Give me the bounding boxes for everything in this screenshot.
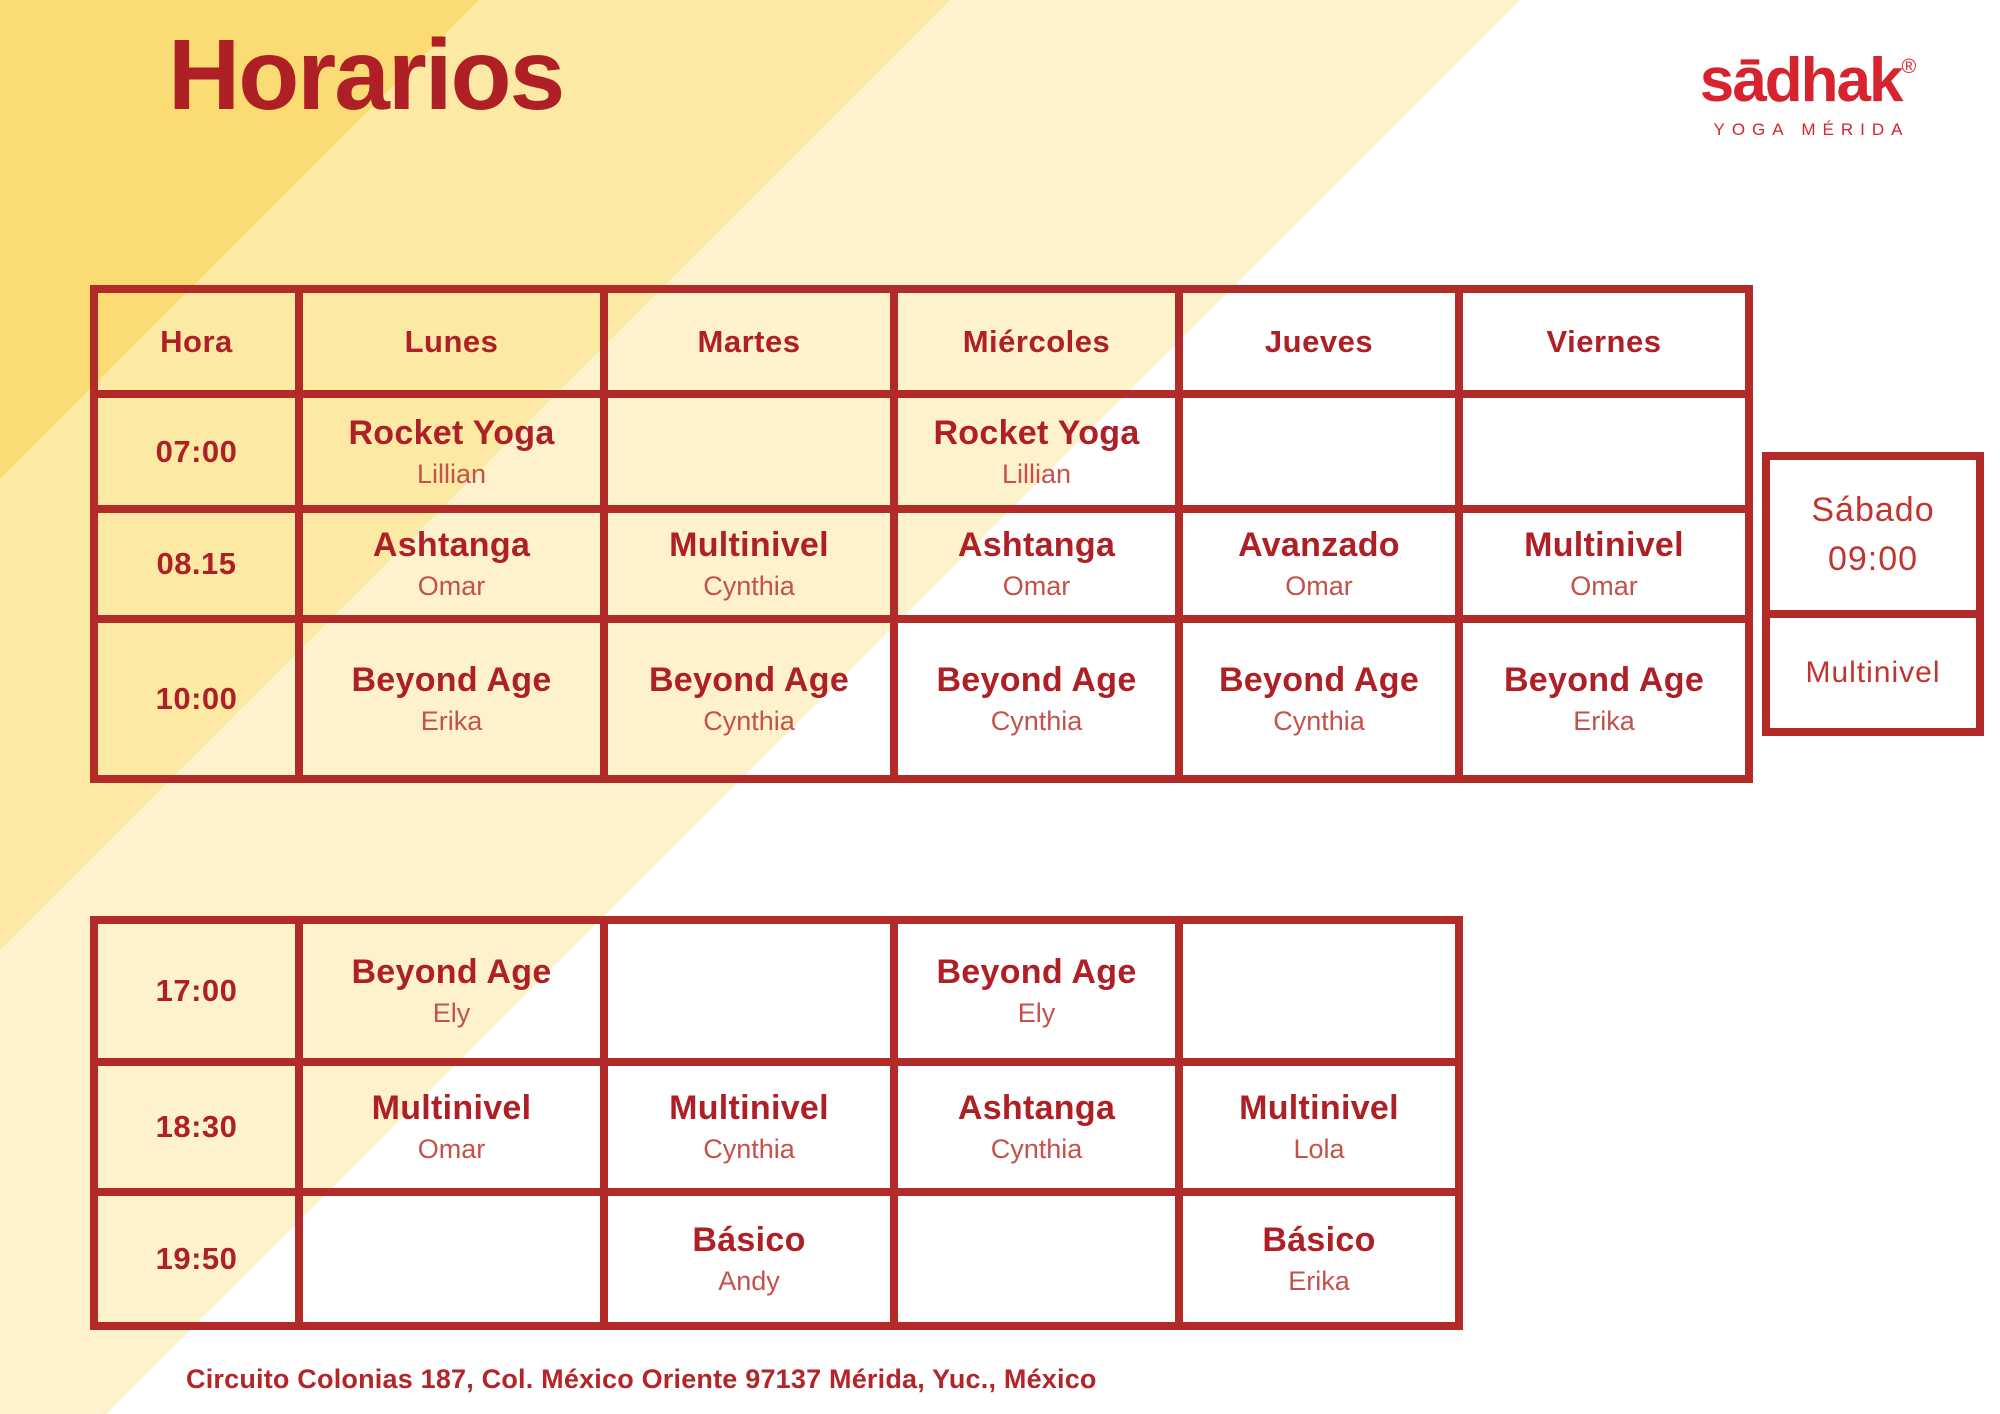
teacher-name: Cynthia [1273,706,1365,736]
table-row [94,920,1459,1062]
class-cell [299,394,604,509]
time-cell: 07:00 [94,394,299,509]
teacher-name: Omar [417,571,486,601]
time-cell: 17:00 [94,920,299,1062]
class-name: Beyond Age [1503,661,1705,699]
evening-schedule-table [90,916,1463,1330]
saturday-class-cell: Multinivel [1770,610,1976,728]
teacher-name: Cynthia [703,706,795,736]
teacher-name: Lillian [416,458,487,489]
class-cell [604,1062,894,1192]
class-name: Beyond Age [1218,661,1420,699]
class-name: Básico [692,1221,806,1259]
class-cell [894,1062,1179,1192]
table-row [94,509,1749,619]
class-name: Beyond Age [936,661,1137,699]
empty-cell [1179,394,1459,509]
empty-cell [1459,394,1749,509]
teacher-name: Cynthia [990,706,1083,736]
teacher-name: Lola [1293,1134,1345,1164]
day-header: Viernes [1459,289,1749,394]
class-name: Ashtanga [957,526,1116,564]
class-cell [299,920,604,1062]
empty-cell [604,394,894,509]
class-name: Multinivel [669,526,829,564]
saturday-header [1770,460,1976,610]
day-header: Martes [604,289,894,394]
teacher-name: Omar [1285,571,1353,601]
teacher-name: Andy [718,1266,780,1296]
class-name: Multinivel [371,1089,532,1127]
class-cell [894,619,1179,779]
class-name: Beyond Age [351,953,552,991]
teacher-name: Ely [432,998,471,1028]
saturday-day-label: Sábado [1811,490,1935,529]
class-name: Multinivel [1239,1089,1399,1127]
class-name: Multinivel [1524,526,1684,564]
brand-name: sādhak [1699,46,1902,115]
teacher-name: Erika [1573,706,1635,736]
page-title: Horarios [168,19,564,131]
saturday-time-label: 09:00 [1827,540,1919,578]
teacher-name: Cynthia [703,1134,795,1164]
class-cell [1179,1062,1459,1192]
class-cell [604,619,894,779]
empty-cell [894,1192,1179,1326]
class-cell [1459,509,1749,619]
class-name: Ashtanga [957,1089,1116,1127]
brand-wordmark [1668,46,1948,115]
header-row [94,289,1749,394]
time-cell: 19:50 [94,1192,299,1326]
brand-logo [1668,46,1948,140]
empty-cell [299,1192,604,1326]
teacher-name: Cynthia [990,1134,1083,1164]
class-cell [1179,1192,1459,1326]
day-header: Hora [94,289,299,394]
saturday-box [1762,452,1984,736]
class-name: Rocket Yoga [348,413,555,452]
class-cell [604,509,894,619]
day-header: Jueves [1179,289,1459,394]
class-name: Beyond Age [648,661,850,699]
teacher-name: Omar [1570,571,1638,601]
class-name: Multinivel [669,1089,829,1127]
teacher-name: Omar [1002,571,1071,601]
class-cell [1179,619,1459,779]
empty-cell [1179,920,1459,1062]
class-cell [299,619,604,779]
class-name: Ashtanga [372,526,531,564]
class-name: Avanzado [1238,526,1400,564]
time-cell: 08.15 [94,509,299,619]
registered-mark: ® [1901,56,1917,78]
teacher-name: Omar [417,1134,486,1164]
morning-schedule-table [90,285,1753,783]
class-cell [894,920,1179,1062]
table-row [94,394,1749,509]
class-cell [604,1192,894,1326]
class-cell [299,509,604,619]
class-name: Rocket Yoga [933,413,1140,452]
class-name: Beyond Age [351,661,552,699]
time-cell: 10:00 [94,619,299,779]
empty-cell [604,920,894,1062]
table-row [94,1062,1459,1192]
class-cell [1459,619,1749,779]
time-cell: 18:30 [94,1062,299,1192]
class-cell [894,394,1179,509]
brand-subtitle: YOGA MÉRIDA [1713,120,1910,139]
table-row [94,619,1749,779]
class-cell [1179,509,1459,619]
day-header: Miércoles [894,289,1179,394]
teacher-name: Lillian [1001,458,1072,489]
teacher-name: Cynthia [703,571,795,601]
day-header: Lunes [299,289,604,394]
address-footer: Circuito Colonias 187, Col. México Oriente 97137 Mérida, Yuc., México [186,1364,1097,1394]
class-cell [894,509,1179,619]
class-name: Básico [1262,1221,1376,1259]
table-row [94,1192,1459,1326]
class-name: Beyond Age [936,953,1137,991]
teacher-name: Erika [1288,1266,1350,1296]
teacher-name: Erika [420,706,483,736]
class-cell [299,1062,604,1192]
teacher-name: Ely [1017,998,1056,1028]
